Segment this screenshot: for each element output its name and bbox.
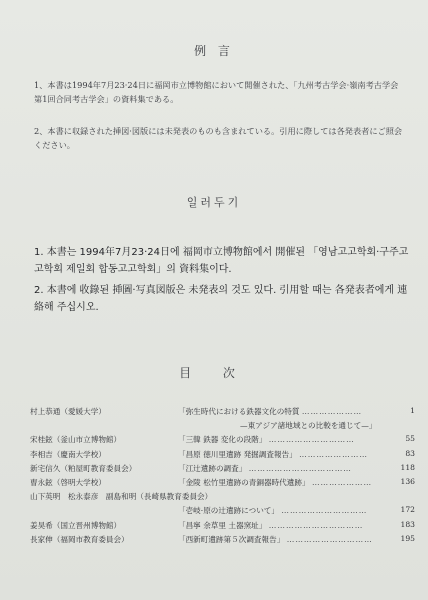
contents-page: 55: [405, 434, 415, 444]
contents-list: [30, 406, 415, 548]
contents-author: 李相吉（慶南大学校）: [30, 449, 106, 459]
contents-entry-title: —東アジア諸地域との比較を通じて—」: [240, 421, 377, 431]
contents-author: 姜昊希（国立晋州博物館）: [30, 520, 122, 530]
contents-entry-title: 「弥生時代における鉄器文化の特質 …………………: [178, 407, 363, 416]
contents-row: [30, 463, 415, 477]
contents-page: 172: [400, 505, 415, 515]
contents-page: 83: [405, 448, 415, 458]
contents-author: 長家伸（福岡市教育委員会）: [30, 534, 129, 544]
korean-preface-item-1: 1. 本書는 1994年7月23·24日에 福岡市立博物館에서 開催된 「영남고고학회·구주고고학회 제일회 합동고고학회」의 資料集이다.: [34, 247, 409, 275]
contents-author: 宋桂鉉（釜山市立博物館）: [30, 435, 122, 445]
preface-title: 例 言: [194, 44, 234, 58]
contents-row: [30, 434, 415, 448]
preface-item-2: 2、本書に収録された挿図·図版には未発表のものも含まれている。引用に際しては各発表者にご照会ください。: [34, 126, 403, 150]
contents-page: 195: [400, 533, 415, 543]
contents-row: [30, 534, 415, 548]
contents-author: 新宅信久（粕屋町教育委員会）: [30, 463, 137, 473]
contents-author: 曺永鉉（啓明大学校）: [30, 477, 106, 487]
preface-item-1: 1、本書は1994年7月23·24日に福岡市立博物館において開催された、「九州考古学会·嶺南考古学会 第1回合同考古学会」の資料集である。: [34, 80, 399, 104]
contents-entry-title: 「三韓 鉄器 変化の段階」 …………………………: [178, 435, 355, 445]
contents-title: 目 次: [179, 366, 249, 380]
contents-row: [30, 491, 415, 505]
contents-page: 136: [400, 476, 415, 486]
korean-preface-item-2: 2. 本書에 收錄된 挿圖·写真図版은 未発表의 것도 있다. 引用할 때는 各発表者에게 連絡해 주십시오.: [34, 285, 408, 313]
contents-entry-title: 「江辻遺跡の調査」 ………………………………: [178, 463, 352, 473]
contents-row: [30, 520, 415, 534]
contents-author: 村上恭通（愛媛大学）: [30, 407, 106, 416]
contents-entry-title: 「昌寧 余草里 土器窯址」 ……………………………: [178, 520, 364, 530]
contents-page: 118: [400, 462, 415, 472]
korean-preface-title: 일러두기: [186, 196, 242, 209]
contents-entry-title: 「金陵 松竹里遺跡の青銅器時代遺跡」 …………………: [178, 477, 373, 487]
contents-page: 1: [410, 406, 415, 415]
contents-entry-title: 「壱岐·原の辻遺跡について」 …………………………: [178, 506, 368, 516]
contents-row: [30, 449, 415, 463]
contents-author: 山下英明 松永泰彦 副島和明（長崎県教育委員会）: [30, 492, 213, 502]
contents-entry-title: 「昌原 徳川里遺跡 発掘調査報告」 ……………………: [178, 449, 368, 459]
contents-row: [30, 420, 415, 434]
contents-row: [30, 477, 415, 491]
contents-row: [30, 406, 415, 420]
contents-page: 183: [400, 519, 415, 529]
contents-entry-title: 「西新町遺跡第５次調査報告」 …………………………: [178, 534, 373, 544]
contents-row: [30, 505, 415, 519]
